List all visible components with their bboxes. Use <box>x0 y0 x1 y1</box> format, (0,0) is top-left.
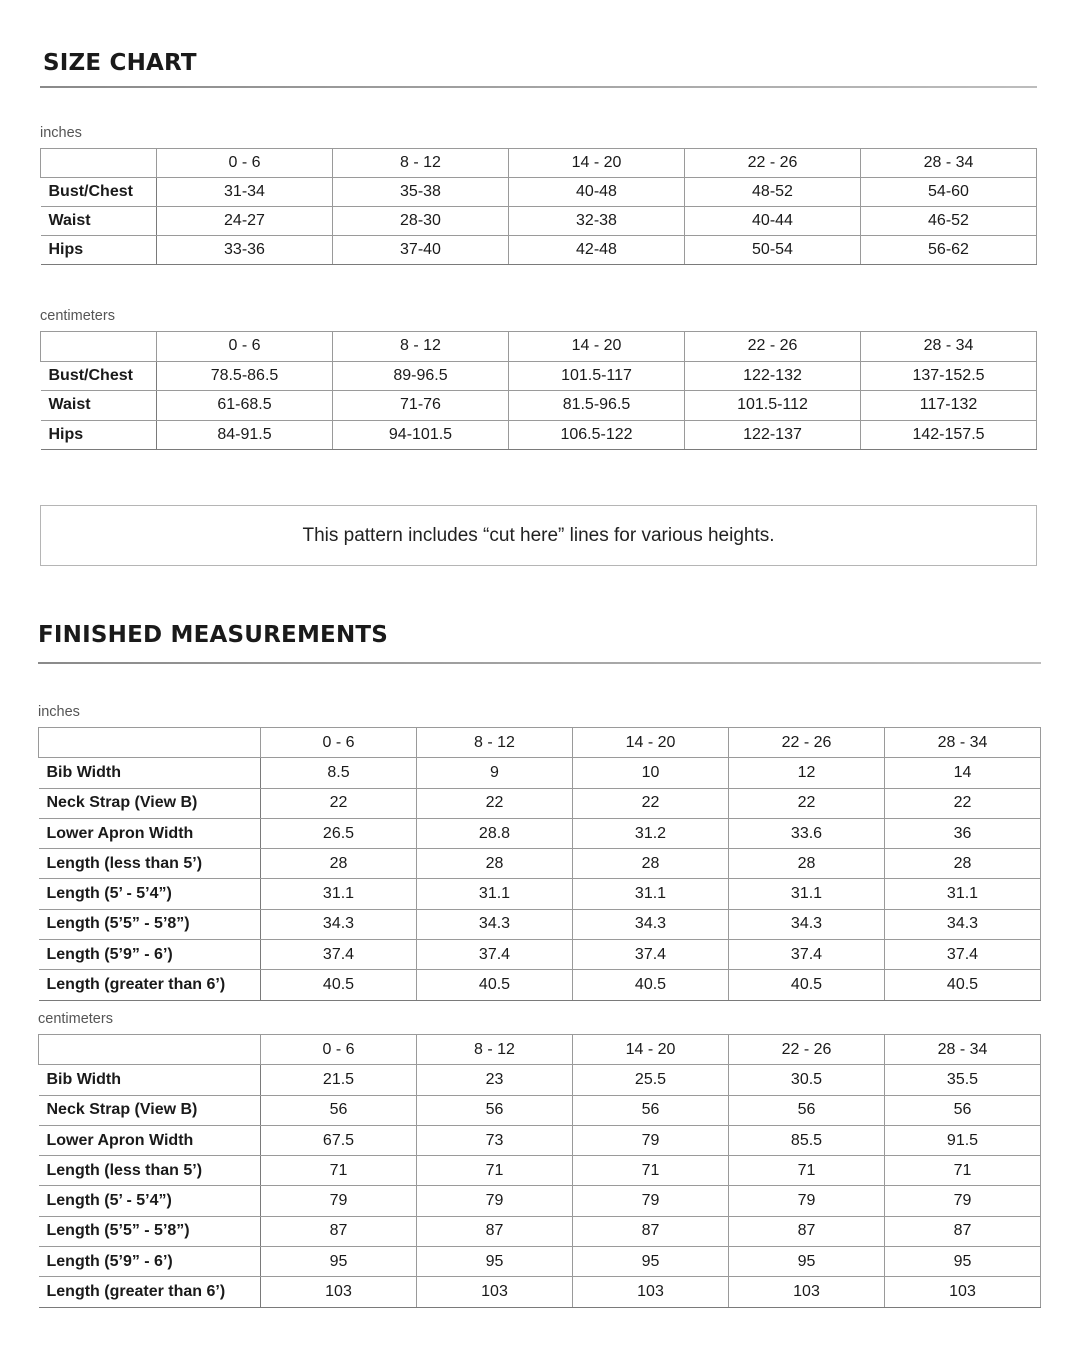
measurement-value: 31.1 <box>885 879 1041 909</box>
size-chart-inches-table <box>40 148 1037 265</box>
size-range-header: 0 - 6 <box>157 149 333 178</box>
measurement-value: 46-52 <box>861 207 1037 236</box>
measurement-label: Bib Width <box>39 758 261 788</box>
table-row <box>39 909 1041 939</box>
measurement-value: 33.6 <box>729 818 885 848</box>
measurement-value: 40-48 <box>509 178 685 207</box>
measurement-value: 28 <box>573 849 729 879</box>
size-chart-cm-table <box>40 331 1037 450</box>
measurement-value: 34.3 <box>729 909 885 939</box>
size-range-header: 0 - 6 <box>261 1035 417 1065</box>
table-row <box>41 391 1037 421</box>
measurement-label: Length (greater than 6’) <box>39 1277 261 1307</box>
measurement-value: 79 <box>417 1186 573 1216</box>
measurement-value: 122-137 <box>685 420 861 450</box>
measurement-value: 31.1 <box>729 879 885 909</box>
measurement-value: 40.5 <box>573 970 729 1000</box>
measurement-value: 9 <box>417 758 573 788</box>
measurement-value: 8.5 <box>261 758 417 788</box>
measurement-value: 37.4 <box>573 940 729 970</box>
measurement-value: 103 <box>729 1277 885 1307</box>
measurement-value: 71-76 <box>333 391 509 421</box>
finished-inches-table <box>38 727 1041 1001</box>
size-chart-cm-unit: centimeters <box>40 308 115 324</box>
size-range-header: 22 - 26 <box>729 728 885 758</box>
finished-cm-table <box>38 1034 1041 1308</box>
measurement-value: 91.5 <box>885 1125 1041 1155</box>
measurement-value: 56-62 <box>861 236 1037 265</box>
table-row <box>39 1125 1041 1155</box>
measurement-value: 103 <box>573 1277 729 1307</box>
measurement-value: 35-38 <box>333 178 509 207</box>
measurement-value: 37.4 <box>261 940 417 970</box>
finished-measurements-title: FINISHED MEASUREMENTS <box>38 622 389 648</box>
measurement-label: Length (5’5” - 5’8”) <box>39 909 261 939</box>
size-range-header: 22 - 26 <box>685 149 861 178</box>
measurement-label: Length (5’9” - 6’) <box>39 1247 261 1277</box>
size-range-header: 14 - 20 <box>509 332 685 362</box>
measurement-value: 35.5 <box>885 1065 1041 1095</box>
measurement-value: 40.5 <box>729 970 885 1000</box>
measurement-value: 73 <box>417 1125 573 1155</box>
measurement-value: 95 <box>261 1247 417 1277</box>
measurement-value: 31.2 <box>573 818 729 848</box>
table-row <box>39 788 1041 818</box>
measurement-value: 71 <box>417 1156 573 1186</box>
measurement-value: 22 <box>729 788 885 818</box>
measurement-value: 22 <box>885 788 1041 818</box>
size-chart-rule <box>40 86 1037 88</box>
measurement-value: 117-132 <box>861 391 1037 421</box>
measurement-label: Lower Apron Width <box>39 818 261 848</box>
finished-inches-unit: inches <box>38 704 80 720</box>
measurement-value: 87 <box>573 1216 729 1246</box>
measurement-value: 28 <box>417 849 573 879</box>
measurement-value: 34.3 <box>885 909 1041 939</box>
table-row <box>39 818 1041 848</box>
measurement-value: 95 <box>885 1247 1041 1277</box>
size-range-header: 14 - 20 <box>509 149 685 178</box>
size-range-header: 22 - 26 <box>685 332 861 362</box>
measurement-value: 36 <box>885 818 1041 848</box>
table-row <box>41 420 1037 450</box>
table-header-row <box>41 149 1037 178</box>
measurement-value: 71 <box>573 1156 729 1186</box>
measurement-value: 103 <box>885 1277 1041 1307</box>
measurement-value: 56 <box>885 1095 1041 1125</box>
measurement-label: Length (greater than 6’) <box>39 970 261 1000</box>
measurement-value: 21.5 <box>261 1065 417 1095</box>
measurement-value: 48-52 <box>685 178 861 207</box>
measurement-value: 23 <box>417 1065 573 1095</box>
size-range-header: 8 - 12 <box>333 332 509 362</box>
measurement-value: 94-101.5 <box>333 420 509 450</box>
measurement-value: 28 <box>885 849 1041 879</box>
table-header-row <box>39 1035 1041 1065</box>
measurement-value: 37.4 <box>729 940 885 970</box>
measurement-value: 87 <box>261 1216 417 1246</box>
measurement-value: 33-36 <box>157 236 333 265</box>
measurement-value: 28.8 <box>417 818 573 848</box>
measurement-value: 95 <box>417 1247 573 1277</box>
measurement-value: 40.5 <box>417 970 573 1000</box>
measurement-label: Length (5’5” - 5’8”) <box>39 1216 261 1246</box>
measurement-value: 50-54 <box>685 236 861 265</box>
measurement-label: Length (5’ - 5’4”) <box>39 1186 261 1216</box>
measurement-value: 71 <box>729 1156 885 1186</box>
table-row <box>39 970 1041 1000</box>
measurement-value: 79 <box>261 1186 417 1216</box>
size-range-header: 8 - 12 <box>417 1035 573 1065</box>
measurement-value: 71 <box>261 1156 417 1186</box>
table-corner-cell <box>39 728 261 758</box>
measurement-value: 122-132 <box>685 361 861 391</box>
measurement-value: 25.5 <box>573 1065 729 1095</box>
table-row <box>39 1216 1041 1246</box>
measurement-value: 79 <box>885 1186 1041 1216</box>
measurement-value: 31.1 <box>417 879 573 909</box>
measurement-value: 106.5-122 <box>509 420 685 450</box>
measurement-value: 40-44 <box>685 207 861 236</box>
measurement-value: 87 <box>417 1216 573 1246</box>
table-row <box>39 1277 1041 1307</box>
size-range-header: 28 - 34 <box>885 1035 1041 1065</box>
size-range-header: 0 - 6 <box>261 728 417 758</box>
measurement-value: 142-157.5 <box>861 420 1037 450</box>
size-range-header: 14 - 20 <box>573 1035 729 1065</box>
measurement-value: 34.3 <box>417 909 573 939</box>
measurement-value: 56 <box>261 1095 417 1125</box>
measurement-value: 103 <box>261 1277 417 1307</box>
measurement-value: 87 <box>729 1216 885 1246</box>
measurement-value: 22 <box>417 788 573 818</box>
table-row <box>39 1065 1041 1095</box>
measurement-value: 95 <box>729 1247 885 1277</box>
measurement-value: 26.5 <box>261 818 417 848</box>
measurement-value: 137-152.5 <box>861 361 1037 391</box>
table-row <box>39 940 1041 970</box>
measurement-value: 67.5 <box>261 1125 417 1155</box>
measurement-value: 87 <box>885 1216 1041 1246</box>
measurement-value: 103 <box>417 1277 573 1307</box>
table-row <box>41 236 1037 265</box>
measurement-value: 34.3 <box>573 909 729 939</box>
measurement-label: Hips <box>41 236 157 265</box>
size-range-header: 0 - 6 <box>157 332 333 362</box>
size-range-header: 22 - 26 <box>729 1035 885 1065</box>
measurement-label: Length (less than 5’) <box>39 1156 261 1186</box>
measurement-label: Length (less than 5’) <box>39 849 261 879</box>
measurement-value: 101.5-117 <box>509 361 685 391</box>
size-range-header: 28 - 34 <box>885 728 1041 758</box>
measurement-value: 40.5 <box>885 970 1041 1000</box>
measurement-label: Bib Width <box>39 1065 261 1095</box>
finished-cm-unit: centimeters <box>38 1011 113 1027</box>
measurement-value: 61-68.5 <box>157 391 333 421</box>
measurement-value: 85.5 <box>729 1125 885 1155</box>
measurement-value: 79 <box>573 1125 729 1155</box>
measurement-value: 24-27 <box>157 207 333 236</box>
notice-text: This pattern includes “cut here” lines for various heights. <box>302 524 775 546</box>
table-row <box>39 1247 1041 1277</box>
finished-measurements-rule <box>38 662 1041 664</box>
measurement-value: 56 <box>417 1095 573 1125</box>
measurement-value: 31-34 <box>157 178 333 207</box>
measurement-value: 79 <box>573 1186 729 1216</box>
measurement-value: 37.4 <box>885 940 1041 970</box>
measurement-value: 40.5 <box>261 970 417 1000</box>
measurement-value: 95 <box>573 1247 729 1277</box>
size-range-header: 14 - 20 <box>573 728 729 758</box>
table-row <box>39 1095 1041 1125</box>
measurement-value: 31.1 <box>573 879 729 909</box>
measurement-label: Bust/Chest <box>41 361 157 391</box>
measurement-value: 28 <box>729 849 885 879</box>
measurement-value: 37-40 <box>333 236 509 265</box>
measurement-value: 34.3 <box>261 909 417 939</box>
table-row <box>39 758 1041 788</box>
table-row <box>39 1156 1041 1186</box>
table-row <box>41 207 1037 236</box>
measurement-value: 22 <box>573 788 729 818</box>
measurement-value: 84-91.5 <box>157 420 333 450</box>
table-row <box>39 849 1041 879</box>
table-row <box>39 1186 1041 1216</box>
measurement-value: 32-38 <box>509 207 685 236</box>
measurement-label: Neck Strap (View B) <box>39 788 261 818</box>
measurement-label: Waist <box>41 391 157 421</box>
measurement-label: Waist <box>41 207 157 236</box>
table-header-row <box>41 332 1037 362</box>
measurement-value: 79 <box>729 1186 885 1216</box>
table-corner-cell <box>41 332 157 362</box>
measurement-value: 56 <box>729 1095 885 1125</box>
measurement-label: Bust/Chest <box>41 178 157 207</box>
measurement-value: 28-30 <box>333 207 509 236</box>
measurement-value: 12 <box>729 758 885 788</box>
measurement-label: Length (5’9” - 6’) <box>39 940 261 970</box>
measurement-value: 81.5-96.5 <box>509 391 685 421</box>
measurement-value: 56 <box>573 1095 729 1125</box>
table-row <box>41 361 1037 391</box>
measurement-label: Neck Strap (View B) <box>39 1095 261 1125</box>
measurement-value: 14 <box>885 758 1041 788</box>
measurement-value: 10 <box>573 758 729 788</box>
measurement-value: 78.5-86.5 <box>157 361 333 391</box>
size-chart-inches-unit: inches <box>40 125 82 141</box>
size-range-header: 28 - 34 <box>861 149 1037 178</box>
measurement-value: 71 <box>885 1156 1041 1186</box>
measurement-label: Hips <box>41 420 157 450</box>
measurement-value: 28 <box>261 849 417 879</box>
size-range-header: 8 - 12 <box>417 728 573 758</box>
table-header-row <box>39 728 1041 758</box>
measurement-value: 101.5-112 <box>685 391 861 421</box>
measurement-value: 37.4 <box>417 940 573 970</box>
measurement-value: 42-48 <box>509 236 685 265</box>
table-row <box>39 879 1041 909</box>
table-corner-cell <box>41 149 157 178</box>
measurement-value: 89-96.5 <box>333 361 509 391</box>
measurement-value: 22 <box>261 788 417 818</box>
measurement-label: Lower Apron Width <box>39 1125 261 1155</box>
cut-here-notice <box>40 505 1037 566</box>
size-chart-title: SIZE CHART <box>43 50 197 76</box>
measurement-value: 30.5 <box>729 1065 885 1095</box>
measurement-value: 54-60 <box>861 178 1037 207</box>
table-row <box>41 178 1037 207</box>
measurement-value: 31.1 <box>261 879 417 909</box>
measurement-label: Length (5’ - 5’4”) <box>39 879 261 909</box>
size-range-header: 28 - 34 <box>861 332 1037 362</box>
table-corner-cell <box>39 1035 261 1065</box>
size-range-header: 8 - 12 <box>333 149 509 178</box>
